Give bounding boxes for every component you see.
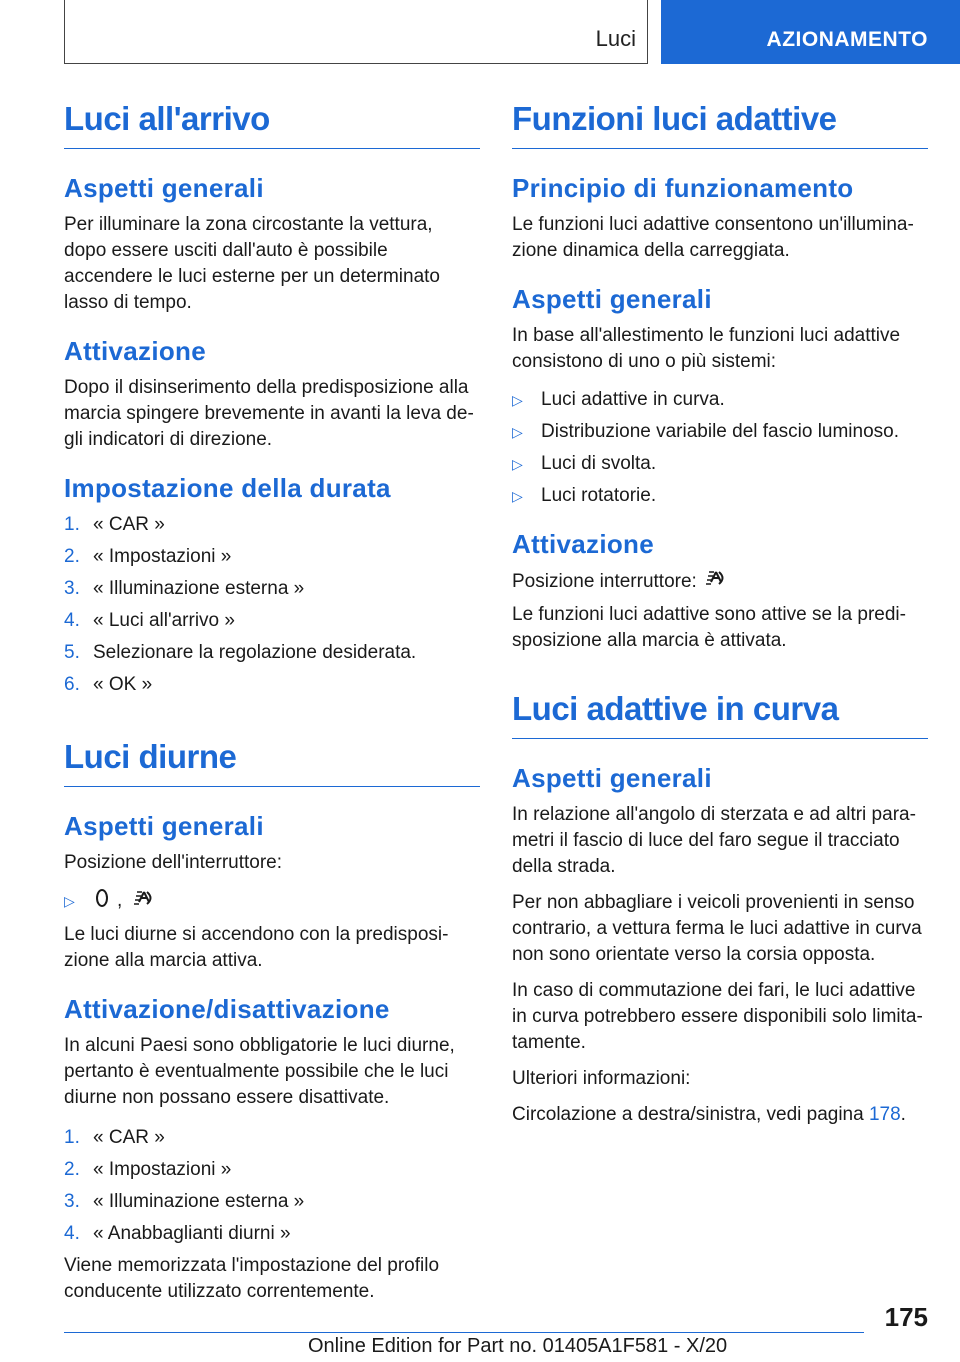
list-item: 1. « CAR » <box>64 1127 165 1148</box>
heading-luci-arrivo: Luci all'arrivo <box>64 100 480 149</box>
curva-p5-text: Circolazione a destra/sinistra, vedi pagina <box>512 1104 864 1125</box>
page-link-178[interactable]: 178 <box>868 1104 901 1125</box>
header-chapter-label: AZIONAMENTO <box>766 28 928 51</box>
curva-p3: In caso di commutazione dei fari, le luci adattive in curva potrebbero essere disponibili solo limita-tamente. <box>512 980 923 1053</box>
triangle-right-icon: ▷ <box>512 392 523 408</box>
list-item: 2. « Impostazioni » <box>64 1159 232 1180</box>
heading-diurne-generali: Aspetti generali <box>64 811 264 841</box>
list-item: 4. « Anabbaglianti diurni » <box>64 1223 291 1244</box>
curva-p5-end: . <box>900 1104 906 1125</box>
heading-curva-generali: Aspetti generali <box>512 763 712 793</box>
adattive-posizione-text: Posizione interruttore: <box>512 571 697 593</box>
list-item: 4. « Luci all'arrivo » <box>64 610 235 631</box>
list-item: 1. « CAR » <box>64 514 165 535</box>
heading-adattive-attivazione: Attivazione <box>512 529 654 559</box>
triangle-right-icon: ▷ <box>64 893 75 909</box>
heading-principio-funzionamento: Principio di funzionamento <box>512 173 854 203</box>
adattive-attive-text: Le funzioni luci adattive sono attive se la predi-sposizione alla marcia è attivata. <box>512 604 906 651</box>
list-item: 2. « Impostazioni » <box>64 546 232 567</box>
list-item: ▷ Luci adattive in curva. <box>512 387 928 413</box>
curva-p5 <box>512 1102 928 1128</box>
footer-edition: Online Edition for Part no. 01405A1F581 - X/20 <box>308 1335 728 1357</box>
right-column <box>512 100 928 1128</box>
switch-separator: , <box>117 890 123 911</box>
footer-divider <box>64 1332 864 1333</box>
list-item: 3. « Illuminazione esterna » <box>64 578 305 599</box>
triangle-right-icon: ▷ <box>512 488 523 504</box>
header-section-title: Luci <box>595 26 636 51</box>
list-item: ▷ Luci rotatorie. <box>512 483 928 509</box>
adattive-generali-text: In base all'allestimento le funzioni luci adattive consistono di uno o più sistemi: <box>512 325 901 372</box>
attdis-steps-list <box>64 1125 480 1247</box>
arrivo-attivazione-text: Dopo il disinserimento della predisposizione alla marcia spingere brevemente in avanti la leva de-gli indicatori di direzione. <box>64 377 474 450</box>
list-item: 6. « OK » <box>64 674 153 695</box>
heading-funzioni-luci-adattive: Funzioni luci adattive <box>512 100 928 149</box>
heading-arrivo-attivazione: Attivazione <box>64 336 206 366</box>
diurne-accendono-text: Le luci diurne si accendono con la predisposi-zione alla marcia attiva. <box>64 924 449 971</box>
heading-luci-adattive-curva: Luci adattive in curva <box>512 690 928 739</box>
principio-text: Le funzioni luci adattive consentono un'illumina-zione dinamica della carreggiata. <box>512 214 914 261</box>
curva-p2: Per non abbagliare i veicoli provenienti in senso contrario, a vettura ferma le luci adattive in curva non sono orientate verso la corsia opposta. <box>512 892 922 965</box>
attdis-text: In alcuni Paesi sono obbligatorie le luci diurne, pertanto è eventualmente possibile che le luci diurne non possano essere disattivate. <box>64 1035 455 1108</box>
switch-zero-icon <box>95 888 109 916</box>
list-item: ▷ Luci di svolta. <box>512 451 928 477</box>
heading-impostazione-durata: Impostazione della durata <box>64 473 391 503</box>
header-chapter-tab <box>661 0 960 64</box>
adattive-systems-list <box>512 387 928 509</box>
triangle-right-icon: ▷ <box>512 456 523 472</box>
list-item: 3. « Illuminazione esterna » <box>64 1191 305 1212</box>
left-column <box>64 100 480 1305</box>
diurne-switch-positions <box>64 888 480 916</box>
automatic-headlight-icon <box>132 888 156 916</box>
automatic-headlight-icon <box>704 568 728 596</box>
heading-attivazione-disattivazione: Attivazione/disattivazione <box>64 994 390 1024</box>
memorizzata-text: Viene memorizzata l'impostazione del profilo conducente utilizzato correntemente. <box>64 1255 440 1302</box>
durata-steps-list <box>64 512 480 698</box>
arrivo-generali-text: Per illuminare la zona circostante la vettura, dopo essere usciti dall'auto è possibile accendere le luci esterne per un determinato lasso di tempo. <box>64 214 441 313</box>
list-item: ▷ Distribuzione variabile del fascio luminoso. <box>512 419 928 445</box>
heading-arrivo-generali: Aspetti generali <box>64 173 264 203</box>
curva-p1: In relazione all'angolo di sterzata e ad altri para-metri il fascio di luce del faro segue il tracciato della strada. <box>512 804 916 877</box>
list-item: 5. Selezionare la regolazione desiderata. <box>64 642 417 663</box>
page-number: 175 <box>884 1302 928 1332</box>
triangle-right-icon: ▷ <box>512 424 523 440</box>
adattive-posizione-line <box>512 568 928 596</box>
heading-adattive-generali: Aspetti generali <box>512 284 712 314</box>
curva-p4: Ulteriori informazioni: <box>512 1068 691 1089</box>
header-frame <box>64 0 648 64</box>
diurne-posizione-text: Posizione dell'interruttore: <box>64 852 283 873</box>
heading-luci-diurne: Luci diurne <box>64 738 480 787</box>
